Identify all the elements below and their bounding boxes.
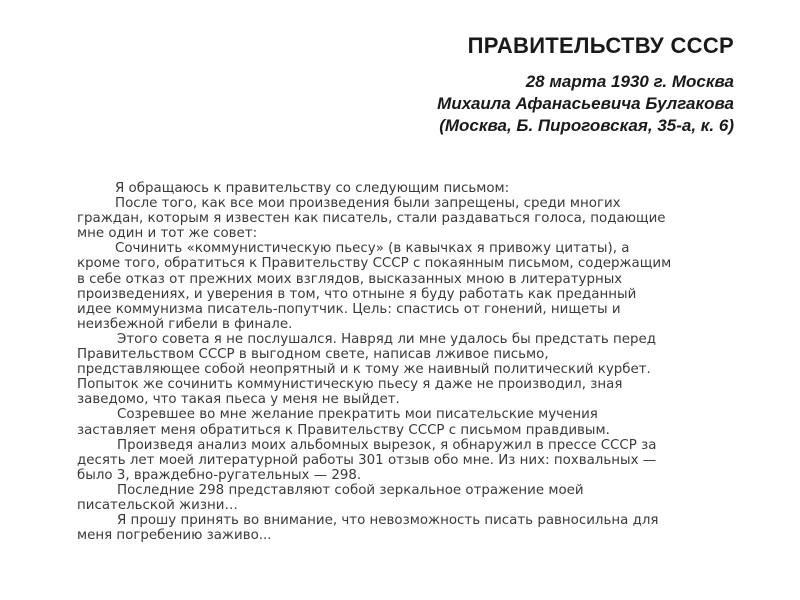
letter-date-place: 28 марта 1930 г. Москва bbox=[525, 72, 734, 91]
letter-paragraph-4: Этого совета я не послушался. Навряд ли мне удалось бы предстать перед Правительством СССР в выгодном свете, написав лживое письмо, представляющее собой неопрятный и к тому же наивный политический курбет. Попыток же сочинить коммунистическую пьесу я даже не производил, зная заведомо, что такая пьеса у меня не выйдет. bbox=[77, 331, 656, 408]
letter-address: (Москва, Б. Пироговская, 35-а, к. 6) bbox=[439, 116, 734, 135]
letter-header bbox=[437, 31, 734, 137]
letter-paragraph-7: Последние 298 представляют собой зеркальное отражение моей писательской жизни… bbox=[77, 482, 584, 513]
letter-body bbox=[77, 181, 747, 543]
letter-paragraph-8: Я прошу принять во внимание, что невозможность писать равносильна для меня погребению заживо... bbox=[77, 513, 659, 544]
letter-title: ПРАВИТЕЛЬСТВУ СССР bbox=[467, 33, 734, 58]
letter-paragraph-3: Сочинить «коммунистическую пьесу» (в кавычках я привожу цитаты), а кроме того, обратиться к Правительству СССР с покаянным письмом, содержащим в себе отказ от прежних моих взглядов, высказанных мною в литературных произведениях, и уверения в том, что отныне я буду работать как преданный идее коммунизма писатель-попутчик. Цель: спастись от гонений, нищеты и неизбежной гибели в финале. bbox=[77, 241, 672, 332]
letter-paragraph-2: После того, как все мои произведения были запрещены, среди многих граждан, которым я известен как писатель, стали раздаваться голоса, подающие мне один и тот же совет: bbox=[77, 196, 666, 242]
letter-paragraph-1: Я обращаюсь к правительству со следующим письмом: bbox=[115, 181, 510, 196]
letter-author: Михаила Афанасьевича Булгакова bbox=[437, 94, 734, 113]
letter-paragraph-5: Созревшее во мне желание прекратить мои писательские мучения заставляет меня обратиться к Правительству СССР с письмом правдивым. bbox=[77, 407, 610, 438]
letter-paragraph-6: Произведя анализ моих альбомных вырезок, я обнаружил в прессе СССР за десять лет моей литературной работы 301 отзыв обо мне. Из них: похвальных — было 3, враждебно-ругательных — 298. bbox=[77, 437, 657, 483]
